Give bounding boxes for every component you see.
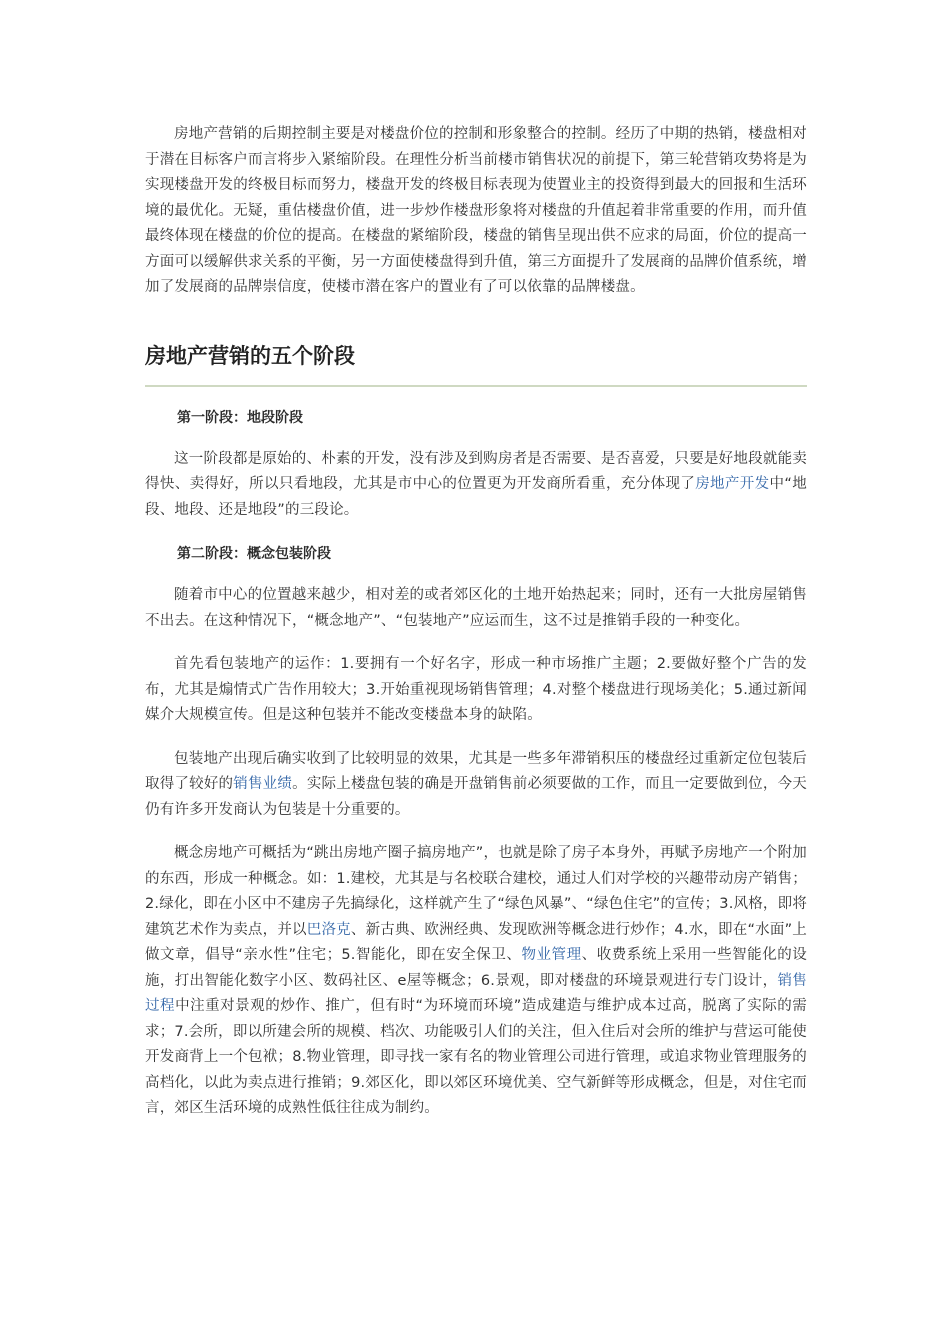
stage2-paragraph-3	[145, 747, 807, 824]
stage2-heading: 第二阶段：概念包装阶段	[177, 546, 331, 562]
text-run: 中“地段、地段、还是地段”的三段论。	[145, 476, 807, 518]
stage2-paragraph-2: 首先看包装地产的运作：1.要拥有一个好名字，形成一种市场推广主题；2.要做好整个广告的发布，尤其是煽情式广告作用较大；3.开始重视现场销售管理；4.对整个楼盘进行现场美化；5.通过新闻媒介大规模宣传。但是这种包装并不能改变楼盘本身的缺陷。	[145, 656, 807, 723]
text-run: 中注重对景观的炒作、推广，但有时“为环境而环境”造成建造与维护成本过高，脱离了实际的需求；7.会所，即以所建会所的规模、档次、功能吸引人们的关注，但入住后对会所的维护与营运可能使开发商背上一个包袱；8.物业管理，即寻找一家有名的物业管理公司进行管理，或追求物业管理服务的高档化，以此为卖点进行推销；9.郊区化，即以郊区环境优美、空气新鲜等形成概念，但是，对住宅而言，郊区生活环境的成熟性低往往成为制约。	[145, 998, 807, 1116]
text-run: 。实际上楼盘包装的确是开盘销售前必须要做的工作，而且一定要做到位，今天仍有许多开发商认为包装是十分重要的。	[145, 776, 807, 818]
text-run: 这一阶段都是原始的、朴素的开发，没有涉及到购房者是否需要、是否喜爱，只要是好地段就能卖得快、卖得好，所以只看地段，尤其是市中心的位置更为开发商所看重，充分体现了	[145, 450, 807, 492]
link-real-estate-development[interactable]: 房地产开发	[695, 476, 770, 492]
stage1-paragraph	[145, 447, 807, 524]
text-run: 、新古典、欧洲经典、发现欧洲等概念进行炒作；4.水，即在“水面”上做文章，倡导“亲水性”住宅；5.智能化，即在安全保卫、	[145, 921, 807, 963]
link-sales-performance[interactable]: 销售业绩	[233, 776, 293, 792]
stage2-paragraph-1: 随着市中心的位置越来越少，相对差的或者郊区化的土地开始热起来；同时，还有一大批房屋销售不出去。在这种情况下，“概念地产”、“包装地产”应运而生，这不过是推销手段的一种变化。	[145, 587, 807, 629]
link-property-management[interactable]: 物业管理	[521, 947, 582, 963]
text-run: 概念房地产可概括为“跳出房地产圈子搞房地产”，也就是除了房子本身外，再赋予房地产一个附加的东西，形成一种概念。如：1.建校，尤其是与名校联合建校，通过人们对学校的兴趣带动房产销售；2.绿化，即在小区中不建房子先搞绿化，这样就产生了“绿色风暴”、“绿色住宅”的宣传；3.风格，即将建筑艺术作为卖点，并以	[145, 845, 808, 938]
link-sales-process[interactable]: 销售过程	[145, 972, 807, 1014]
text-run: 包装地产出现后确实收到了比较明显的效果，尤其是一些多年滞销积压的楼盘经过重新定位包装后取得了较好的	[145, 750, 807, 792]
text-run: 、收费系统上采用一些智能化的设施，打出智能化数字小区、数码社区、e屋等概念；6.景观，即对楼盘的环境景观进行专门设计，	[145, 947, 807, 989]
link-baroque[interactable]: 巴洛克	[306, 921, 351, 938]
section-title: 房地产营销的五个阶段	[145, 341, 807, 387]
article-body	[145, 122, 807, 1122]
intro-paragraph: 房地产营销的后期控制主要是对楼盘价位的控制和形象整合的控制。经历了中期的热销，楼盘相对于潜在目标客户而言将步入紧缩阶段。在理性分析当前楼市销售状况的前提下，第三轮营销攻势将是为实现楼盘开发的终极目标而努力，楼盘开发的终极目标表现为使置业主的投资得到最大的回报和生活环境的最优化。无疑，重估楼盘价值，进一步炒作楼盘形象将对楼盘的升值起着非常重要的作用，而升值最终体现在楼盘的价位的提高。在楼盘的紧缩阶段，楼盘的销售呈现出供不应求的局面，价位的提高一方面可以缓解供求关系的平衡，另一方面使楼盘得到升值，第三方面提升了发展商的品牌价值系统，增加了发展商的品牌崇信度，使楼市潜在客户的置业有了可以依靠的品牌楼盘。	[145, 126, 807, 295]
stage1-heading: 第一阶段：地段阶段	[177, 409, 303, 426]
stage2-paragraph-4	[145, 841, 807, 1122]
